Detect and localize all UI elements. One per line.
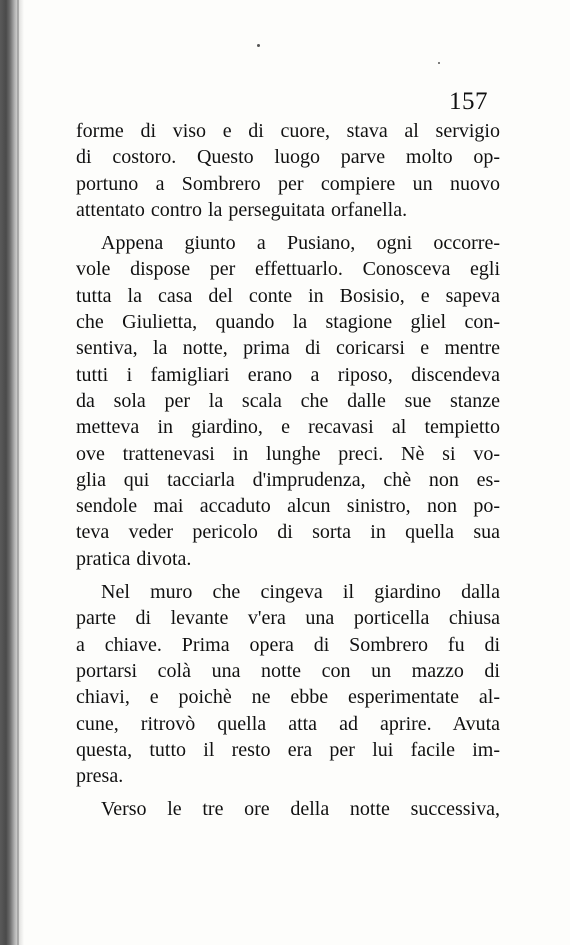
text-line: di costoro. Questo luogo parve molto op- — [76, 146, 500, 169]
paragraph — [76, 230, 500, 572]
text-line: teva veder pericolo di sorta in quella sua — [76, 521, 500, 544]
text-line: metteva in giardino, e recavasi al tempietto — [76, 416, 500, 439]
text-line: forme di viso e di cuore, stava al servigio — [76, 120, 500, 142]
text-line: sentiva, la notte, prima di coricarsi e mentre — [76, 337, 500, 360]
text-line: attentato contro la perseguitata orfanella. — [76, 198, 408, 221]
text-line: ove trattenevasi in lunghe preci. Nè si vo- — [76, 442, 500, 465]
page-number: 157 — [449, 88, 488, 115]
text-line: sendole mai accaduto alcun sinistro, non po- — [76, 495, 500, 518]
paragraph-gap — [76, 572, 500, 579]
body-text — [76, 118, 500, 823]
scan-speck — [257, 44, 260, 47]
paragraph-gap — [76, 789, 500, 796]
paragraph — [76, 796, 500, 822]
text-line: Appena giunto a Pusiano, ogni occorre- — [101, 232, 500, 255]
text-line: presa. — [76, 765, 124, 788]
paragraph — [76, 118, 500, 223]
text-line: che Giulietta, quando la stagione gliel con- — [76, 311, 500, 334]
text-line: parte di levante v'era una porticella chiusa — [76, 607, 500, 630]
paragraph — [76, 579, 500, 789]
text-line: tutta la casa del conte in Bosisio, e sapeva — [76, 284, 500, 307]
text-line: cune, ritrovò quella atta ad aprire. Avuta — [76, 712, 500, 735]
text-line: glia qui tacciarla d'imprudenza, chè non es- — [76, 468, 500, 491]
page-binding-shadow — [0, 0, 24, 945]
text-line: questa, tutto il resto era per lui facile im- — [76, 738, 500, 761]
text-line: a chiave. Prima opera di Sombrero fu di — [76, 633, 500, 656]
text-line: pratica divota. — [76, 547, 192, 570]
text-line: tutti i famigliari erano a riposo, discendeva — [76, 363, 500, 386]
text-line: Nel muro che cingeva il giardino dalla — [101, 581, 500, 604]
paragraph-gap — [76, 223, 500, 230]
scan-speck — [438, 62, 440, 64]
text-line: da sola per la scala che dalle sue stanze — [76, 389, 500, 412]
text-line: portarsi colà una notte con un mazzo di — [76, 659, 500, 682]
text-line: portuno a Sombrero per compiere un nuovo — [76, 172, 500, 195]
text-line: chiavi, e poichè ne ebbe esperimentate al- — [76, 686, 500, 709]
text-line: Verso le tre ore della notte successiva, — [101, 798, 500, 821]
text-line: vole dispose per effettuarlo. Conosceva egli — [76, 258, 500, 281]
binding-crease — [17, 0, 19, 945]
